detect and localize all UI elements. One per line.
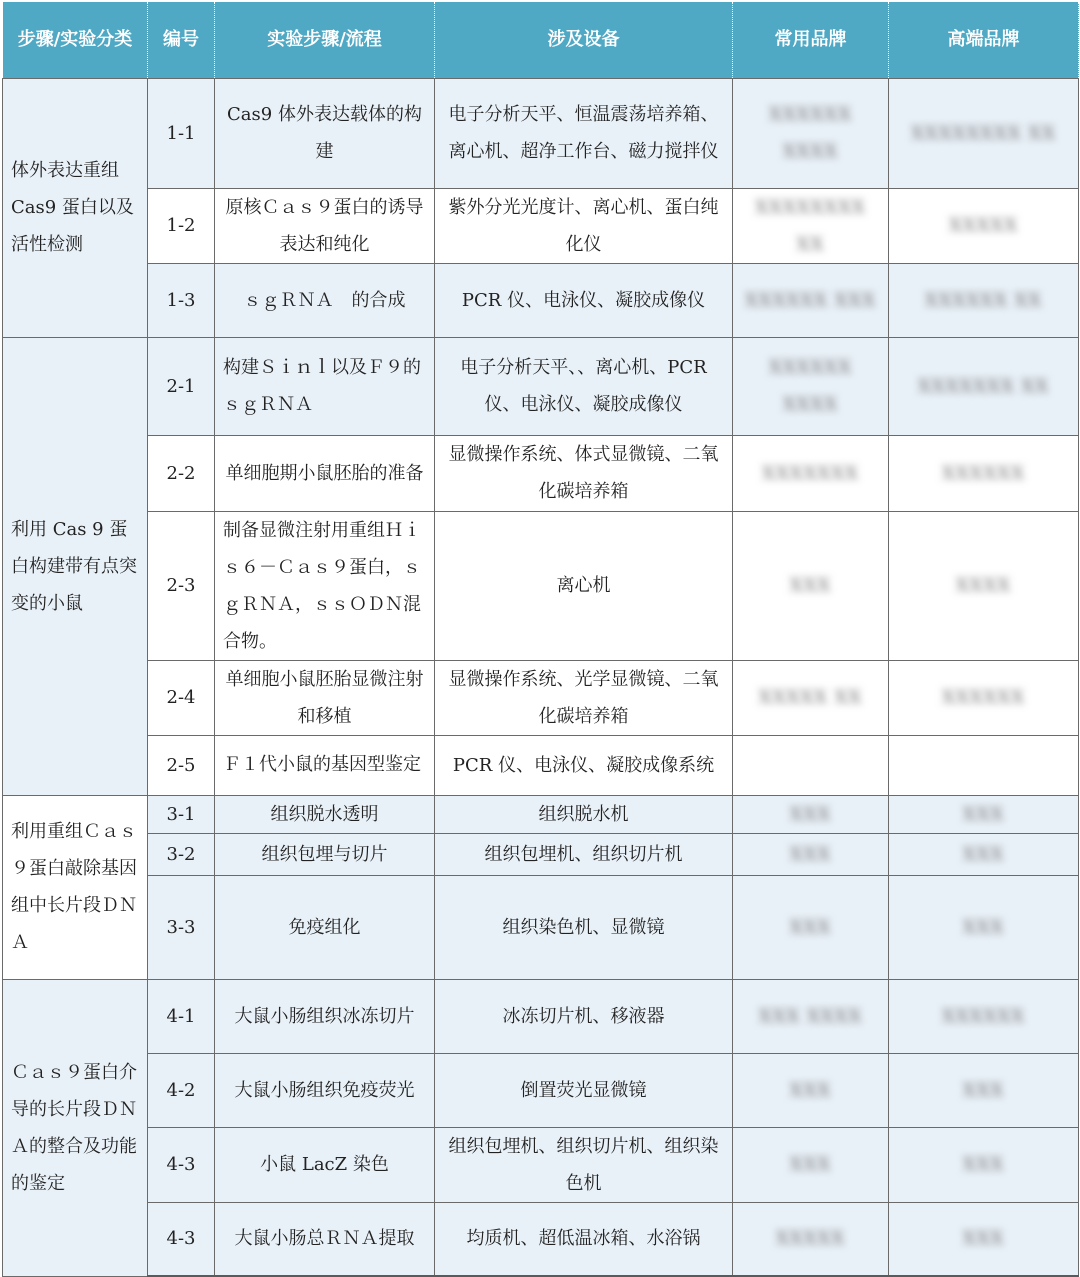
step-name: 免疫组化 [215,875,435,979]
premium-brand-cell [889,435,1079,511]
category-cell: 利用 Cas 9 蛋白构建带有点突变的小鼠 [3,337,148,795]
equipment-cell: 离心机 [435,511,733,660]
common-brand-cell [733,511,889,660]
blurred-brand: XXX [962,1154,1005,1175]
blurred-brand: XXX [789,843,832,865]
equipment-cell: 倒置荧光显微镜 [435,1053,733,1127]
blurred-brand: XXX [789,916,832,938]
step-number: 1-3 [148,263,215,337]
step-name: 大鼠小肠组织冰冻切片 [215,979,435,1053]
blurred-brand: XXXXX XX [758,687,863,708]
blurred-brand: XXX [789,803,832,825]
blurred-brand: XXXXXX [942,1005,1025,1027]
premium-brand-cell [889,735,1079,795]
header-equipment: 涉及设备 [435,2,733,78]
table-row [3,1053,1079,1127]
blurred-brand: XXX [962,916,1005,938]
step-name: 小鼠 LacZ 染色 [215,1127,435,1202]
table-row [3,78,1079,188]
common-brand-cell [733,337,889,435]
equipment-cell: 显微操作系统、光学显微镜、二氧化碳培养箱 [435,660,733,735]
premium-brand-cell [889,875,1079,979]
step-name: Ｆ１代小鼠的基因型鉴定 [215,735,435,795]
blurred-brand: XXXXXXXX XX [911,122,1056,144]
table-row [3,795,1079,833]
blurred-brand: XXXXXX XXXX [769,357,852,415]
step-number: 3-3 [148,875,215,979]
step-name: ｓｇＲＮＡ 的合成 [215,263,435,337]
premium-brand-cell [889,979,1079,1053]
step-number: 4-2 [148,1053,215,1127]
step-number: 2-4 [148,660,215,735]
header-common-brand: 常用品牌 [733,2,889,78]
blurred-brand: XXX [789,1154,832,1175]
step-number: 2-5 [148,735,215,795]
step-number: 1-2 [148,188,215,263]
table-row [3,833,1079,875]
equipment-cell: 显微操作系统、体式显微镜、二氧化碳培养箱 [435,435,733,511]
blurred-brand: XXXXXXX [762,462,859,484]
table-row [3,435,1079,511]
blurred-brand: XXXXXXXX XX [755,196,866,255]
premium-brand-cell [889,263,1079,337]
premium-brand-cell [889,337,1079,435]
table-row [3,1202,1079,1276]
premium-brand-cell [889,78,1079,188]
equipment-cell: 组织包埋机、组织切片机、组织染色机 [435,1127,733,1202]
premium-brand-cell [889,511,1079,660]
blurred-brand: XXX XXXX [758,1005,863,1027]
table-row [3,979,1079,1053]
blurred-brand: XXXX [955,575,1012,596]
premium-brand-cell [889,188,1079,263]
blurred-brand: XXXXX [948,215,1019,236]
table-row [3,188,1079,263]
step-number: 2-3 [148,511,215,660]
header-step: 实验步骤/流程 [215,2,435,78]
equipment-cell: 组织包埋机、组织切片机 [435,833,733,875]
equipment-cell: 电子分析天平、、离心机、PCR 仪、电泳仪、凝胶成像仪 [435,337,733,435]
common-brand-cell [733,1053,889,1127]
header-premium-brand: 高端品牌 [889,2,1079,78]
blurred-brand: XXX [962,803,1005,825]
step-number: 4-3 [148,1127,215,1202]
common-brand-cell [733,979,889,1053]
blurred-brand: XXX [789,575,832,596]
blurred-brand: XXXXXX XXXX [769,104,852,162]
step-name: 制备显微注射用重组Ｈｉｓ６－Ｃａｓ９蛋白，ｓｇＲＮＡ，ｓｓＯＤＮ混合物。 [215,511,435,660]
step-name: Cas9 体外表达载体的构建 [215,78,435,188]
step-number: 4-3 [148,1202,215,1276]
step-number: 3-2 [148,833,215,875]
table-row [3,337,1079,435]
common-brand-cell [733,833,889,875]
blurred-brand: XXXXX [775,1228,846,1250]
step-name: 大鼠小肠总ＲＮＡ提取 [215,1202,435,1276]
header-category: 步骤/实验分类 [3,2,148,78]
table-row [3,660,1079,735]
common-brand-cell [733,435,889,511]
premium-brand-cell [889,795,1079,833]
table-row [3,875,1079,979]
premium-brand-cell [889,1053,1079,1127]
equipment-cell: PCR 仪、电泳仪、凝胶成像系统 [435,735,733,795]
common-brand-cell [733,78,889,188]
premium-brand-cell [889,660,1079,735]
step-name: 单细胞小鼠胚胎显微注射和移植 [215,660,435,735]
step-number: 2-1 [148,337,215,435]
premium-brand-cell [889,1127,1079,1202]
equipment-table [2,2,1079,1277]
step-number: 4-1 [148,979,215,1053]
header-number: 编号 [148,2,215,78]
common-brand-cell [733,795,889,833]
table-row [3,735,1079,795]
step-name: 组织包埋与切片 [215,833,435,875]
common-brand-cell [733,188,889,263]
common-brand-cell [733,660,889,735]
table-row [3,511,1079,660]
blurred-brand: XXXXXX [942,687,1025,708]
equipment-cell: 电子分析天平、恒温震荡培养箱、离心机、超净工作台、磁力搅拌仪 [435,78,733,188]
blurred-brand: XXXXXX XX [924,289,1043,311]
common-brand-cell [733,1127,889,1202]
step-name: 原核Ｃａｓ９蛋白的诱导表达和纯化 [215,188,435,263]
category-cell: 体外表达重组Cas9 蛋白以及活性检测 [3,78,148,337]
step-number: 3-1 [148,795,215,833]
blurred-brand: XXXXXX XXX [744,289,877,311]
step-name: 构建Ｓｉｎｌ以及Ｆ９的ｓｇＲＮＡ [215,337,435,435]
equipment-cell: 组织脱水机 [435,795,733,833]
table-row [3,263,1079,337]
equipment-cell: PCR 仪、电泳仪、凝胶成像仪 [435,263,733,337]
table-header-row [3,2,1079,78]
blurred-brand: XXX [962,1228,1005,1250]
premium-brand-cell [889,833,1079,875]
step-number: 1-1 [148,78,215,188]
blurred-brand: XXXXXXX XX [917,375,1050,397]
common-brand-cell [733,875,889,979]
equipment-cell: 均质机、超低温冰箱、水浴锅 [435,1202,733,1276]
blurred-brand: XXX [789,1079,832,1101]
step-name: 单细胞期小鼠胚胎的准备 [215,435,435,511]
step-number: 2-2 [148,435,215,511]
common-brand-cell [733,1202,889,1276]
category-cell: 利用重组Ｃａｓ９蛋白敲除基因组中长片段ＤＮＡ [3,795,148,979]
blurred-brand: XXX [962,843,1005,865]
equipment-cell: 紫外分光光度计、离心机、蛋白纯化仪 [435,188,733,263]
equipment-cell: 组织染色机、显微镜 [435,875,733,979]
step-name: 大鼠小肠组织免疫荧光 [215,1053,435,1127]
blurred-brand: XXX [962,1079,1005,1101]
blurred-brand: XXXXXX [942,462,1025,484]
step-name: 组织脱水透明 [215,795,435,833]
premium-brand-cell [889,1202,1079,1276]
common-brand-cell [733,263,889,337]
common-brand-cell [733,735,889,795]
category-cell: Ｃａｓ９蛋白介导的长片段ＤＮＡ的整合及功能的鉴定 [3,979,148,1276]
table-row [3,1127,1079,1202]
equipment-cell: 冰冻切片机、移液器 [435,979,733,1053]
